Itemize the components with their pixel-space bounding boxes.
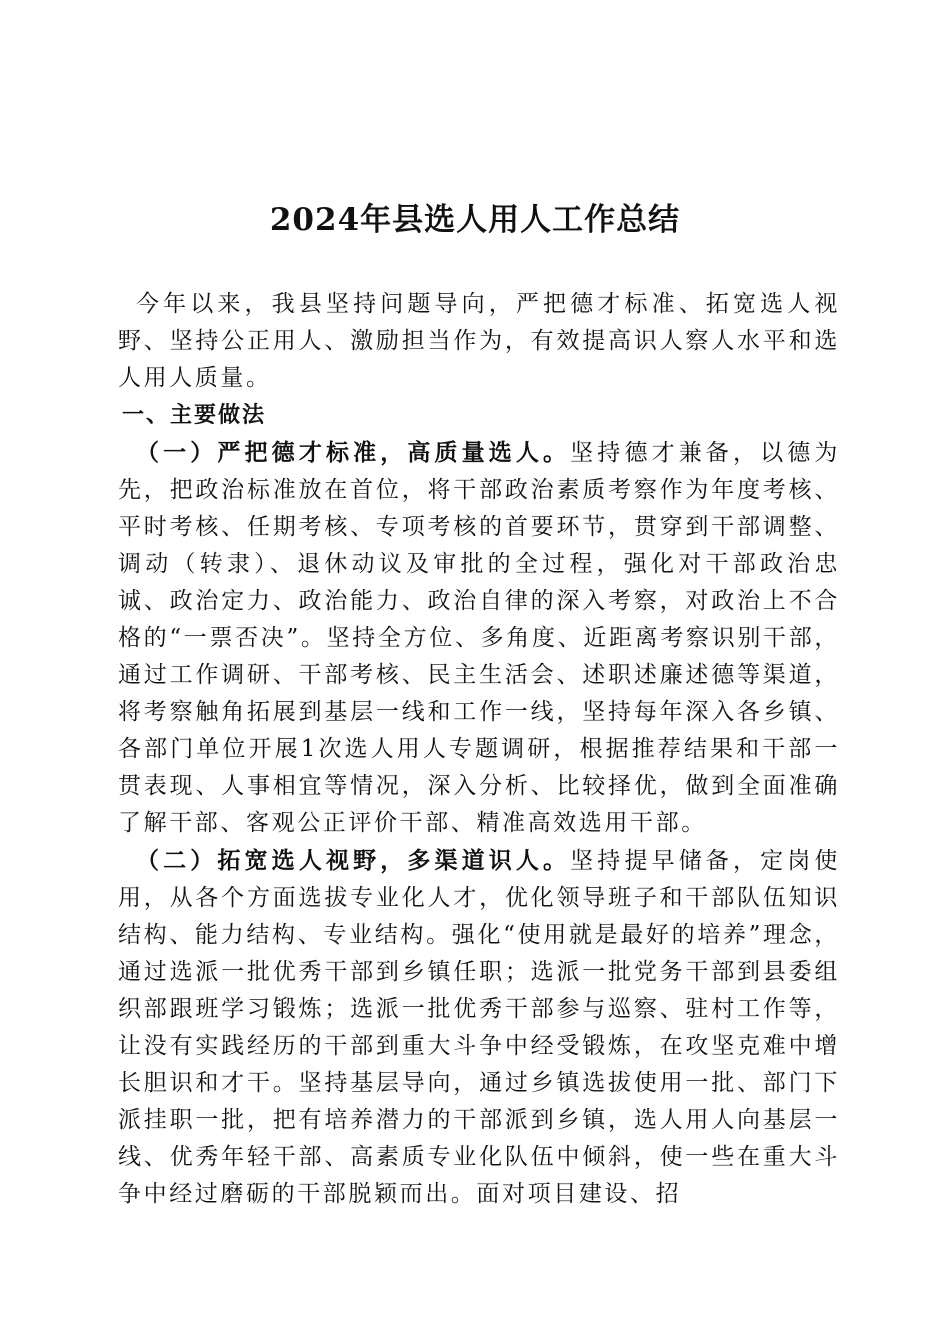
subsection-2-text: 坚持提早储备，定岗使用，从各个方面选拔专业化人才，优化领导班子和干部队伍知识结构、能力结构、专业结构。强化“使用就是最好的培养”理念，通过选派一批优秀干部到乡镇任职；选派一批党务干部到县委组织部跟班学习锻炼；选派一批优秀干部参与巡察、驻村工作等，让没有实践经历的干部到重大斗争中经受锻炼，在攻坚克难中增长胆识和才干。坚持基层导向，通过乡镇选拔使用一批、部门下派挂职一批，把有培养潜力的干部派到乡镇，选人用人向基层一线、优秀年轻干部、高素质专业化队伍中倾斜，使一些在重大斗争中经过磨砺的干部脱颖而出。面对项目建设、招 <box>118 848 840 1207</box>
subsection-2-lead: （二）拓宽选人视野，多渠道识人。 <box>136 847 571 874</box>
subsection-1-lead: （一）严把德才标准，高质量选人。 <box>136 439 571 466</box>
subsection-1-paragraph <box>118 434 840 842</box>
document-title: 2024年县选人用人工作总结 <box>269 202 681 238</box>
intro-paragraph: 今年以来，我县坚持问题导向，严把德才标准、拓宽选人视野、坚持公正用人、激励担当作为，有效提高识人察人水平和选人用人质量。 <box>118 291 840 391</box>
document-body <box>118 286 840 1213</box>
subsection-1-text: 坚持德才兼备，以德为先，把政治标准放在首位，将干部政治素质考察作为年度考核、平时考核、任期考核、专项考核的首要环节，贯穿到干部调整、调动（转隶）、退休动议及审批的全过程，强化对干部政治忠诚、政治定力、政治能力、政治自律的深入考察，对政治上不合格的“一票否决”。坚持全方位、多角度、近距离考察识别干部，通过工作调研、干部考核、民主生活会、述职述廉述德等渠道，将考察触角拓展到基层一线和工作一线，坚持每年深入各乡镇、各部门单位开展1次选人用人专题调研，根据推荐结果和干部一贯表现、人事相宜等情况，深入分析、比较择优，做到全面准确了解干部、客观公正评价干部、精准高效选用干部。 <box>118 440 840 836</box>
subsection-2-paragraph <box>118 842 840 1213</box>
section-heading-main-practices: 一、主要做法 <box>122 403 267 428</box>
